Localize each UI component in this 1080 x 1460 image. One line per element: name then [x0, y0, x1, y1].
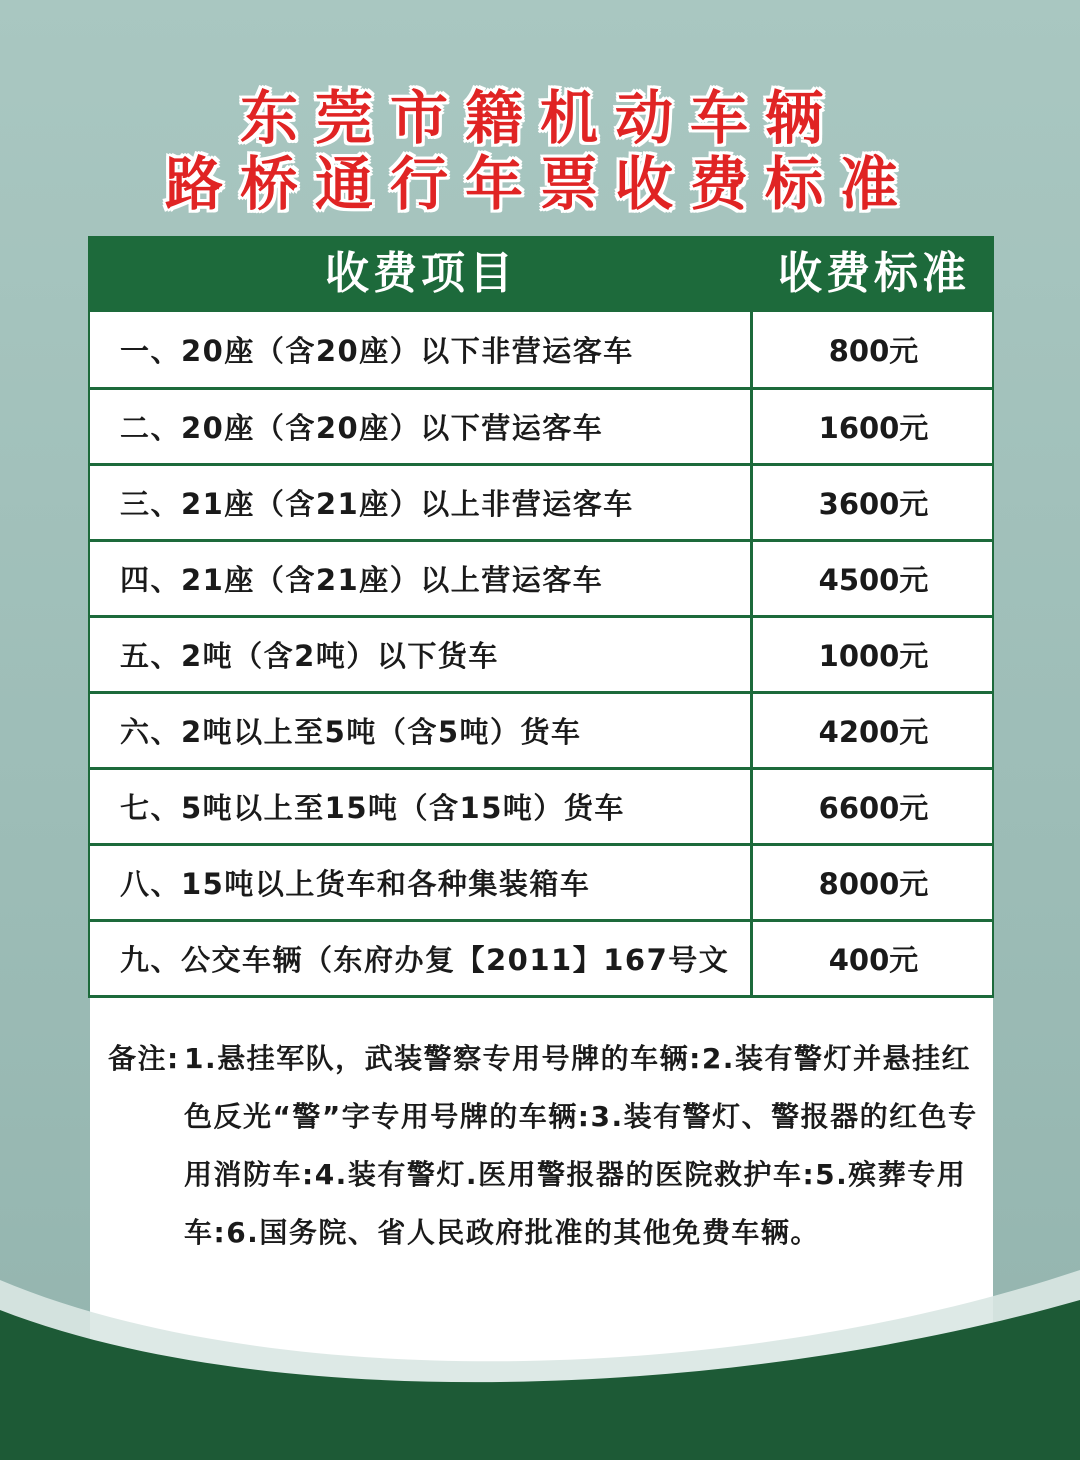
row-fee: 6600元 — [818, 791, 929, 825]
row-fee: 800元 — [828, 334, 919, 368]
title-line-1: 东莞市籍机动车辆 — [239, 84, 840, 152]
table-border-right — [992, 312, 994, 998]
row-fee: 8000元 — [818, 867, 929, 901]
remarks — [108, 1030, 978, 1262]
table-row — [88, 312, 994, 390]
remarks-label: 备注: — [108, 1042, 180, 1075]
table-row — [88, 618, 994, 694]
bottom-wave-decoration — [0, 1240, 1080, 1460]
row-fee: 400元 — [828, 943, 919, 977]
table-row — [88, 694, 994, 770]
row-item: 一、20座（含20座）以下非营运客车 — [88, 312, 753, 387]
header-item: 收费项目 — [325, 248, 517, 299]
row-item: 四、21座（含21座）以上营运客车 — [88, 542, 753, 615]
fee-table — [88, 312, 994, 998]
row-item: 六、2吨以上至5吨（含5吨）货车 — [88, 694, 753, 767]
row-item: 七、5吨以上至15吨（含15吨）货车 — [88, 770, 753, 843]
row-item: 二、20座（含20座）以下营运客车 — [88, 390, 753, 463]
table-row — [88, 542, 994, 618]
table-row — [88, 846, 994, 922]
table-border-left — [88, 312, 90, 998]
table-row — [88, 390, 994, 466]
row-fee: 4500元 — [818, 563, 929, 597]
table-header — [88, 236, 994, 312]
row-item: 五、2吨（含2吨）以下货车 — [88, 618, 753, 691]
title-line-2: 路桥通行年票收费标准 — [164, 150, 915, 218]
row-fee: 4200元 — [818, 715, 929, 749]
row-fee: 1000元 — [818, 639, 929, 673]
table-row — [88, 466, 994, 542]
row-item: 三、21座（含21座）以上非营运客车 — [88, 466, 753, 539]
row-item: 九、公交车辆（东府办复【2011】167号文 — [88, 922, 753, 995]
remarks-text: 1.悬挂军队，武装警察专用号牌的车辆:2.装有警灯并悬挂红色反光“警”字专用号牌的车辆:3.装有警灯、警报器的红色专用消防车:4.装有警灯.医用警报器的医院救护车:5.殡葬专用车:6.国务院、省人民政府批准的其他免费车辆。 — [184, 1042, 978, 1249]
row-fee: 1600元 — [818, 411, 929, 445]
row-item: 八、15吨以上货车和各种集装箱车 — [88, 846, 753, 919]
table-row — [88, 770, 994, 846]
header-fee: 收费标准 — [778, 248, 970, 299]
table-row — [88, 922, 994, 998]
row-fee: 3600元 — [818, 487, 929, 521]
